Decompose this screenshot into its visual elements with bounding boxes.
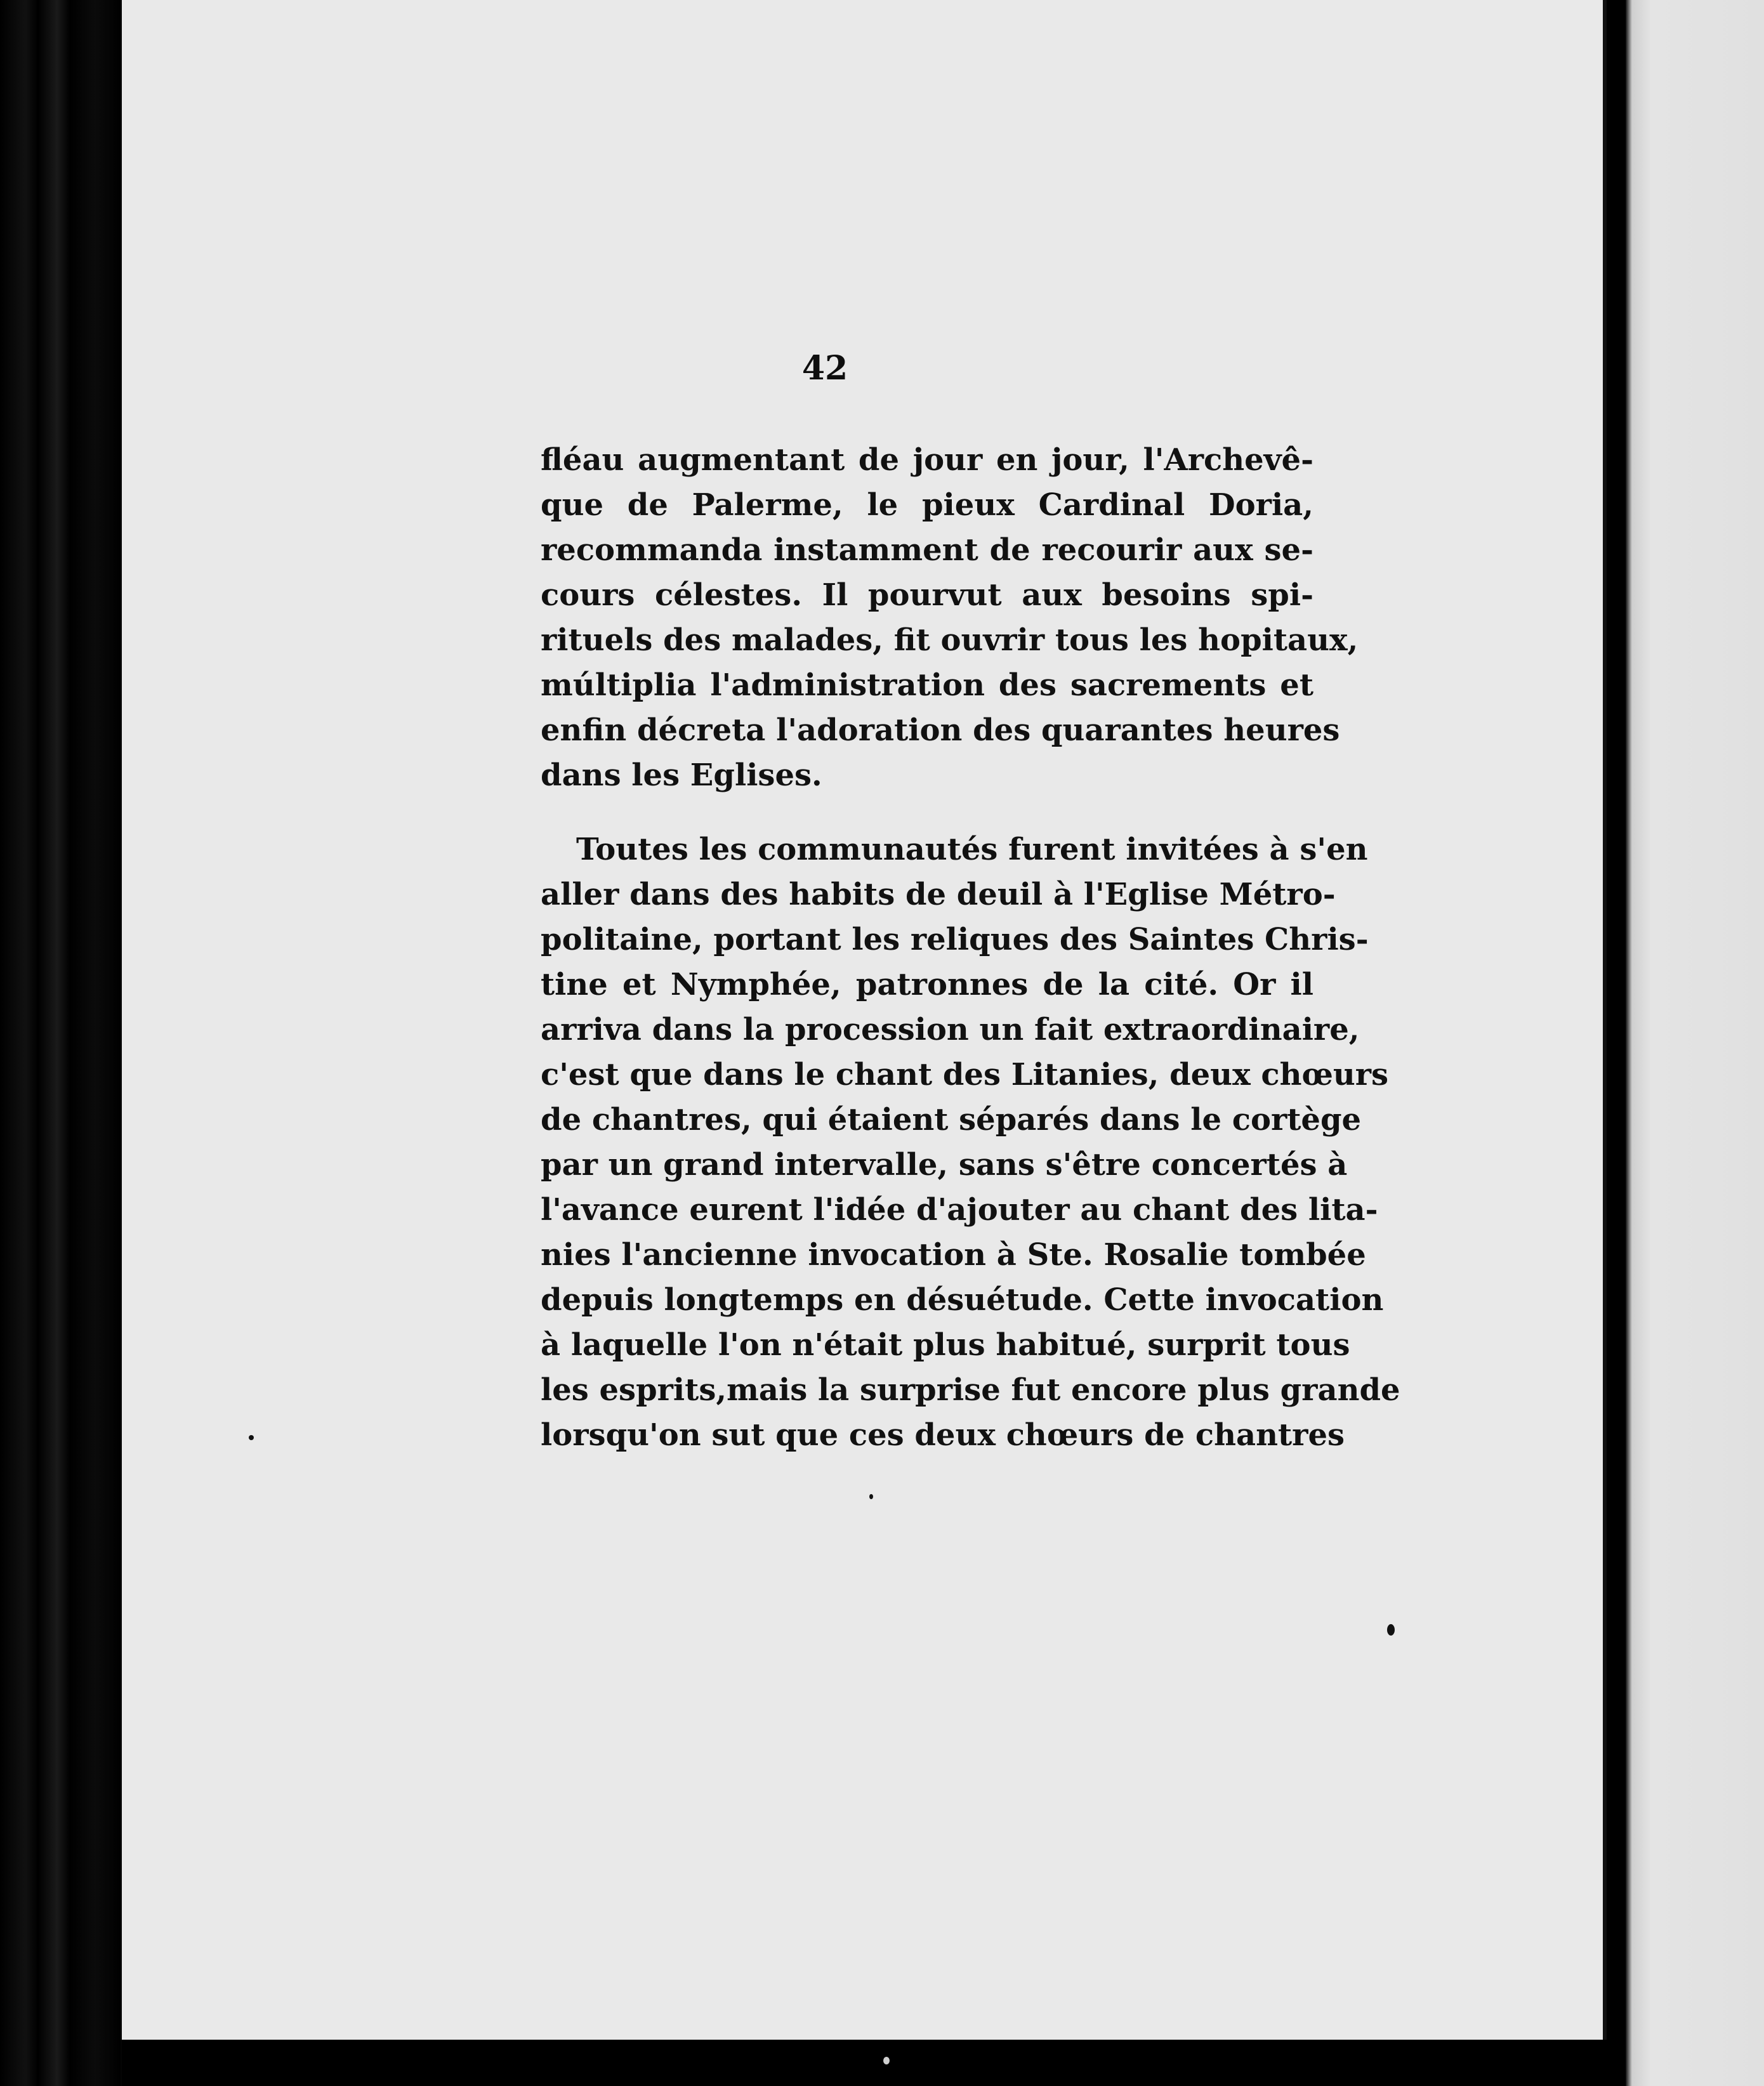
ink-speck: [1387, 1624, 1395, 1636]
text-line: politaine, portant les reliques des Saintes Chris-: [541, 922, 1369, 957]
paragraph-1: [541, 438, 1359, 798]
text-line: fléau augmentant de jour en jour, l'Archevê-: [541, 442, 1313, 478]
text-line: les esprits,mais la surprise fut encore plus grande: [541, 1372, 1400, 1408]
text-line: rituels des malades, fit ouvrir tous les hopitaux,: [541, 622, 1359, 658]
page-number: 42: [801, 349, 848, 388]
ink-speck: [249, 1435, 254, 1440]
text-line: tine et Nymphée, patronnes de la cité. Or il: [541, 967, 1313, 1002]
text-line: de chantres, qui étaient séparés dans le cortège: [541, 1102, 1362, 1138]
book-binding-edge: [0, 0, 121, 2086]
text-line: múltiplia l'administration des sacrements et: [541, 667, 1313, 703]
ink-speck: [883, 2057, 890, 2064]
text-line: nies l'ancienne invocation à Ste. Rosalie tombée: [541, 1237, 1366, 1273]
paragraph-spacer: [541, 798, 1313, 827]
text-line: depuis longtemps en désuétude. Cette invocation: [541, 1282, 1384, 1318]
text-line: lorsqu'on sut que ces deux chœurs de chantres: [541, 1417, 1345, 1453]
text-line: par un grand intervalle, sans s'être concertés à: [541, 1147, 1348, 1183]
text-line: recommanda instamment de recourir aux se-: [541, 532, 1313, 568]
text-line: aller dans des habits de deuil à l'Eglise Métro-: [541, 877, 1336, 912]
text-line: c'est que dans le chant des Litanies, deux chœurs: [541, 1057, 1389, 1092]
text-line: dans les Eglises.: [541, 758, 822, 793]
page-bottom-edge: [122, 2040, 1607, 2086]
text-line: cours célestes. Il pourvut aux besoins spi-: [541, 577, 1313, 613]
text-line: que de Palerme, le pieux Cardinal Doria,: [541, 487, 1313, 523]
body-text: [541, 438, 1400, 1458]
page-gutter: [1607, 0, 1626, 2086]
text-line: arriva dans la procession un fait extraordinaire,: [541, 1012, 1360, 1047]
paragraph-2: [541, 827, 1400, 1458]
text-line: l'avance eurent l'idée d'ajouter au chant des lita-: [541, 1192, 1378, 1228]
text-line: enfin décreta l'adoration des quarantes heures: [541, 712, 1340, 748]
adjacent-page-edge: [1626, 0, 1764, 2086]
text-line: Toutes les communautés furent invitées à s'en: [576, 832, 1368, 867]
ink-speck: [869, 1494, 873, 1499]
text-line: à laquelle l'on n'était plus habitué, surprit tous: [541, 1327, 1350, 1363]
